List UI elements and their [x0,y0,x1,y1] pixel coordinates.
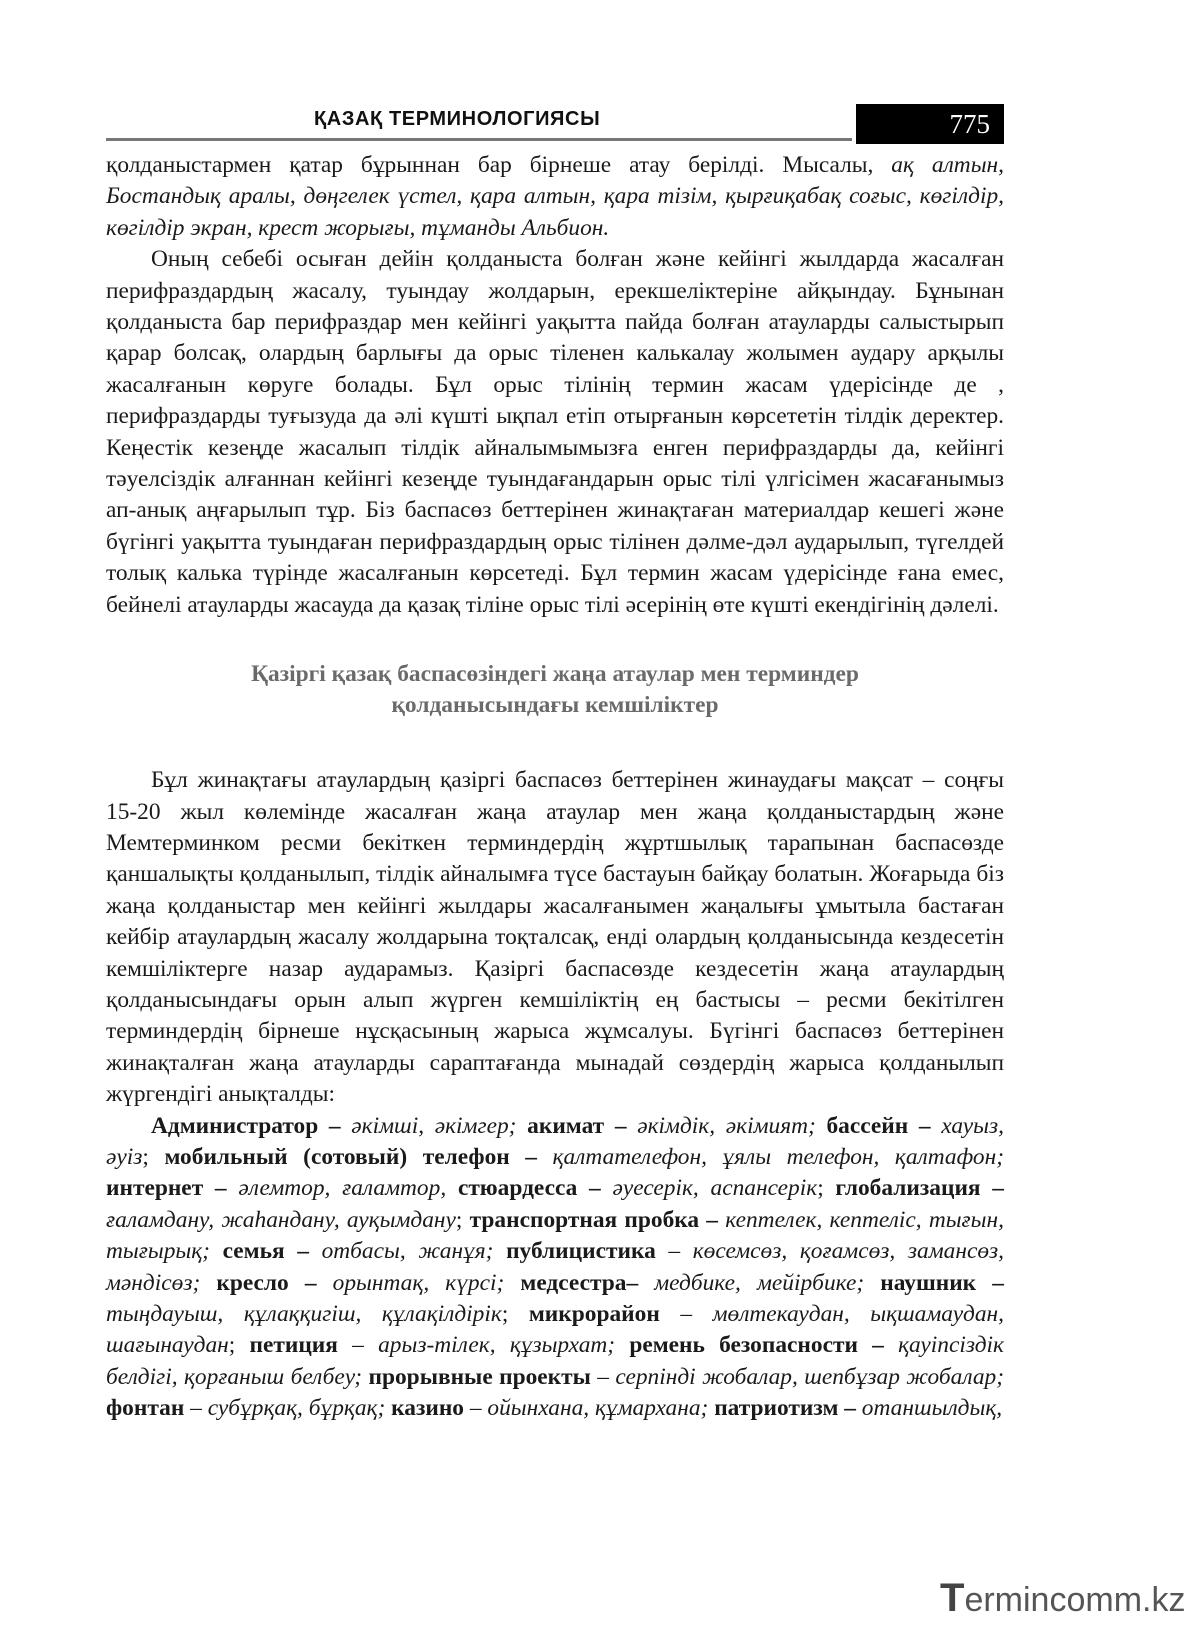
paragraph-1-examples: ақ алтын, Бостандық аралы, дөңгелек үстел, қара алтын, қара тізім, қырғиқабақ соғыс, көгілдір, көгілдір экран, крест жорығы, тұманды Альбион. [106,152,1004,241]
term-kazakh-equivalents: тыңдауыш, құлаққигіш, құлақілдірік [106,1301,502,1327]
term-russian: стюардесса – [457,1175,601,1202]
term-russian: публицистика [506,1238,656,1265]
watermark-mid: ermincom [964,1581,1114,1619]
watermark-text [940,1576,1185,1621]
term-russian: мобильный (сотовый) телефон – [164,1143,537,1170]
term-russian: ремень безопасности – [629,1332,884,1359]
term-kazakh-equivalents: медбике, мейірбике; [638,1269,865,1296]
term-russian: микрорайон [528,1301,660,1327]
term-russian: Администратор – [151,1112,341,1139]
term-russian: петиция [249,1332,338,1359]
term-kazakh-equivalents: әлемтор, ғаламтор, [226,1175,447,1202]
running-title: ҚАЗАҚ ТЕРМИНОЛОГИЯСЫ [314,108,601,130]
term-kazakh-equivalents: әуесерік, аспансерік [600,1175,818,1202]
paragraph-3: Бұл жинақтағы атаулардың қазіргі баспасөз беттерінен жинаудағы мақсат – соңғы 15-20 жыл көлемінде жасалған жаңа атаулар мен жаңа қолданыстардың және Мемтерминком ресми бекіткен терминдердің жұртшылық тарапынан баспасөзде қаншалықты қолданылып, тілдік айналымға түсе бастауын байқау болатын. Жоғарыда біз жаңа қолданыстар мен кейінгі жылдары жасалғанымен жаңалығы ұмытыла бастаған кейбір атаулардың жасалу жолдарына тоқталсақ, енді олардың қолданысында кездесетін кемшіліктерге назар аударамыз. Қазіргі баспасөзде кездесетін жаңа атаулардың қолданысындағы орын алып жүрген кемшіліктің ең бастысы – ресми бекітілген терминдердің бірнеше нұсқасының жарыса жұмсалуы. Бүгінгі баспасөз беттерінен жинақталған жаңа атауларды сараптағанда мынадай сөздердің жарыса қолданылып жүргендігі анықталды: [106,767,1004,1108]
term-russian: фонтан [106,1395,185,1422]
header-rule [106,138,852,141]
term-kazakh-equivalents: – арыз-тілек, құзырхат; [337,1332,616,1359]
term-russian: транспортная пробка – [469,1206,719,1233]
watermark-suffix: m.kz [1113,1581,1185,1619]
term-russian: патриотизм – [714,1395,856,1422]
term-kazakh-equivalents: – мөлтекаудан, ықшамаудан, шағынаудан [106,1301,1004,1359]
term-russian: глобализация – [835,1175,1005,1202]
site-watermark-logo [940,1576,1185,1624]
term-kazakh-equivalents: кептелек, кептеліс, тығын, тығырық; [106,1206,1004,1265]
section-heading-line-1: Қазіргі қазақ баспасөзіндегі жаңа атаулар мен терминдер [251,661,859,688]
term-russian: акимат – [527,1112,627,1139]
term-russian: наушник – [880,1269,1004,1296]
term-kazakh-equivalents: отаншылдық, [855,1395,1003,1422]
term-russian: семья – [222,1238,309,1265]
term-kazakh-equivalents: орынтақ, күрсі; [316,1269,505,1296]
term-kazakh-equivalents: қалтателефон, ұялы телефон, қалтафон; [536,1143,1004,1170]
term-russian: казино [391,1395,464,1422]
section-heading [106,659,1004,721]
term-kazakh-equivalents: – субұрқақ, бұрқақ; [184,1395,386,1422]
watermark-initial: T [940,1576,965,1620]
term-kazakh-equivalents: – көсемсөз, қоғамсөз, замансөз, мәндісөз; [106,1238,1005,1296]
paragraph-1-text: қолданыстармен қатар бұрыннан бар бірнеше атау берілді. Мысалы, [106,152,892,178]
term-kazakh-equivalents: қауіпсіздік белдігі, қорғаныш белбеу; [106,1332,1004,1390]
term-kazakh-equivalents: ғаламдану, жаһандану, ауқымдану [106,1206,456,1233]
term-kazakh-equivalents: – ойынхана, құмархана; [464,1395,709,1422]
term-russian: бассейн – [826,1112,931,1139]
term-kazakh-equivalents: әкімдік, әкімият; [626,1112,816,1139]
term-russian: интернет – [106,1175,227,1202]
running-header [106,104,1004,144]
term-russian: кресло – [216,1269,317,1296]
term-kazakh-equivalents: әкімші, әкімгер; [340,1112,517,1139]
paragraph-1 [106,150,1004,244]
term-russian: медсестра– [520,1269,639,1296]
page-body [106,150,1004,1425]
page-number-box [856,104,1004,144]
term-kazakh-equivalents: – серпінді жобалар, шепбұзар жобалар; [590,1363,1004,1390]
term-russian: прорывные проекты [368,1363,591,1390]
terms-paragraph: Администратор – әкімші, әкімгер; акимат – әкімдік, әкімият; бассейн – хауыз, әуіз; мобильный (сотовый) телефон – қалтателефон, ұялы телефон, қалтафон; интернет – әлемтор, ғаламтор, стюардесса – әуесерік, аспансерік; глобализация – ғаламдану, жаһандану, ауқымдану; транспортная пробка – кептелек, кептеліс, тығын, тығырық; семья – отбасы, жанұя; публицистика – көсемсөз, қоғамсөз, замансөз, мәндісөз; кресло – орынтақ, күрсі; медсестра– медбике, мейірбике; наушник – тыңдауыш, құлаққигіш, құлақілдірік; микрорайон – мөлтекаудан, ықшамаудан, шағынаудан; петиция – арыз-тілек, құзырхат; ремень безопасности – қауіпсіздік белдігі, қорғаныш белбеу; прорывные проекты – серпінді жобалар, шепбұзар жобалар; фонтан – субұрқақ, бұрқақ; казино – ойынхана, құмархана; патриотизм – отаншылдық, [106,1112,1005,1422]
term-kazakh-equivalents: хауыз, әуіз [106,1112,1004,1170]
term-kazakh-equivalents: отбасы, жанұя; [308,1238,494,1265]
paragraph-2: Оның себебі осыған дейін қолданыста болған және кейінгі жылдарда жасалған перифраздардың жасалу, туындау жолдарын, ерекшеліктеріне айқындау. Бұнынан қолданыста бар перифраздар мен кейінгі уақытта пайда болған атауларды салыстырып қарар болсақ, олардың барлығы да орыс тіленен калькалау жолымен аудару арқылы жасалғанын көруге болады. Бұл орыс тілінің термин жасам үдерісінде де , перифраздарды туғызуда да әлі күшті ықпал етіп отырғанын көрсететін тілдік деректер. Кеңестік кезеңде жасалып тілдік айналымымызға енген перифраздарды да, кейінгі тәуелсіздік алғаннан кейінгі кезеңде туындағандарын орыс тілі үлгісімен жасағанымыз ап-анық аңғарылып тұр. Біз баспасөз беттерінен жинақтаған материалдар кешегі және бүгінгі уақытта туындаған перифраздардың орыс тілінен дәлме-дәл аударылып, түгелдей толық калька түрінде жасалғанын көрсетеді. Бұл термин жасам үдерісінде ғана емес, бейнелі атауларды жасауда да қазақ тіліне орыс тілі әсерінің өте күшті екендігінің дәлелі. [106,246,1004,618]
section-heading-line-2: қолданысындағы кемшіліктер [391,692,719,719]
page-number: 775 [949,109,990,139]
